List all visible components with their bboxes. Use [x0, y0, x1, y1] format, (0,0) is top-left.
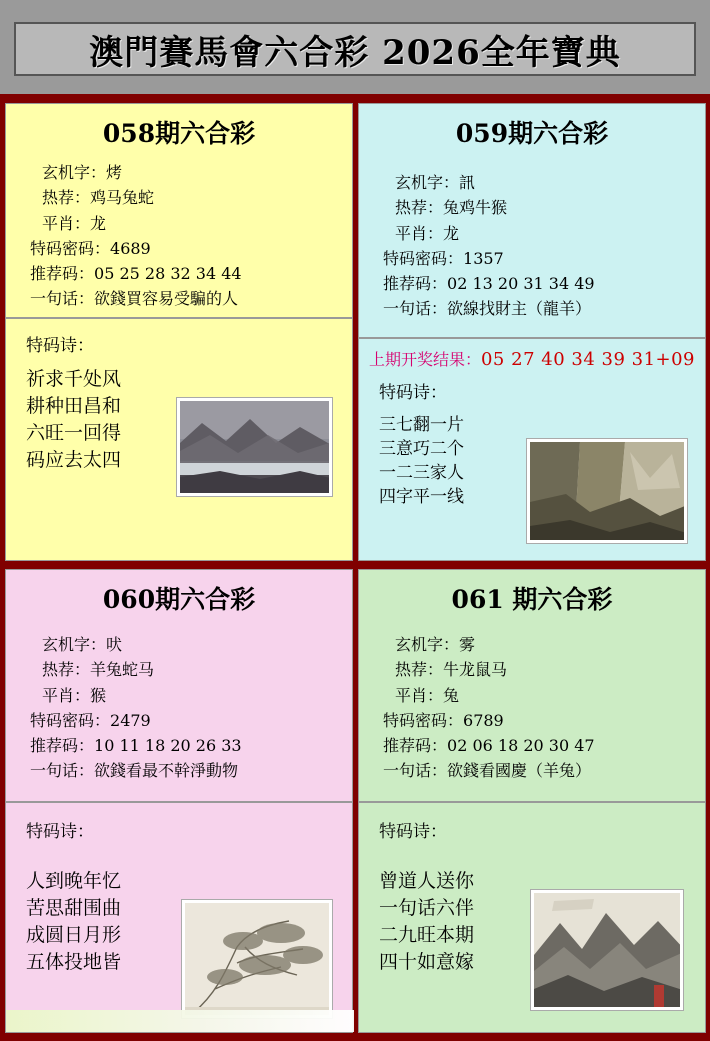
- panel-060-header: [5, 569, 353, 802]
- info-value: 欲錢看國慶（羊兔）: [447, 761, 592, 781]
- info-row: [359, 271, 705, 296]
- poem-line: 五体投地皆: [26, 950, 122, 973]
- panel-058-info: [6, 158, 352, 322]
- info-row: [359, 708, 705, 733]
- panel-058-poem: [5, 318, 353, 561]
- info-label: 推荐码：: [30, 736, 95, 756]
- panel-058-title: 058期六合彩: [102, 119, 256, 148]
- info-value: 雾: [459, 635, 476, 654]
- info-value: 欲錢買容易受騙的人: [94, 289, 239, 309]
- info-label: 玄机字：: [42, 635, 107, 654]
- info-value: 10 11 18 20 26 33: [94, 736, 242, 756]
- info-row: [6, 657, 352, 682]
- panel-059-info: [359, 158, 705, 332]
- info-row: [359, 683, 705, 708]
- poem-line: 四字平一线: [379, 487, 464, 508]
- info-label: 一句话：: [30, 761, 95, 781]
- info-label: 推荐码：: [30, 264, 95, 284]
- info-row: [359, 758, 705, 783]
- info-value: 吠: [106, 635, 123, 654]
- info-row: [359, 632, 705, 657]
- poem-title: 特码诗：: [26, 336, 94, 356]
- poem-line: 码应去太四: [26, 448, 122, 471]
- info-row: [6, 632, 352, 657]
- panel-060-title: 060期六合彩: [102, 585, 256, 614]
- poem-line: 六旺一回得: [26, 421, 122, 444]
- info-label: 平肖：: [42, 685, 91, 705]
- info-row: [359, 221, 705, 246]
- header-banner: [0, 0, 710, 97]
- decorative-corner: [6, 1010, 354, 1032]
- info-row: [6, 683, 352, 708]
- pine-tree-ink-painting: [182, 900, 332, 1018]
- info-value: 1357: [463, 248, 504, 268]
- info-row: [6, 758, 352, 783]
- info-value: 龙: [90, 213, 107, 233]
- poem-line: 人到晚年忆: [26, 870, 122, 892]
- panel-060-info: [6, 624, 352, 794]
- info-row: [359, 170, 705, 195]
- info-value: 05 25 28 32 34 44: [94, 264, 242, 284]
- info-label: 平肖：: [42, 213, 91, 233]
- panel-059-title: 059期六合彩: [455, 119, 609, 148]
- poem-line: 四十如意嫁: [379, 950, 475, 973]
- info-value: 羊兔蛇马: [90, 660, 155, 680]
- panel-059: [358, 103, 706, 563]
- info-value: 猴: [90, 685, 107, 705]
- info-value: 烤: [106, 163, 123, 182]
- info-label: 推荐码：: [383, 274, 448, 294]
- info-value: 訊: [459, 173, 476, 192]
- info-label: 热荐：: [42, 188, 91, 208]
- info-label: 推荐码：: [383, 736, 448, 756]
- panels-grid: [0, 97, 710, 1041]
- info-label: 玄机字：: [42, 163, 107, 182]
- info-label: 特码密码：: [30, 710, 111, 730]
- info-label: 热荐：: [395, 198, 444, 218]
- info-row: [6, 261, 352, 286]
- page-title: 澳門賽馬會六合彩 2026全年寶典: [89, 32, 621, 73]
- info-value: 6789: [463, 710, 504, 730]
- info-value: 龙: [443, 223, 460, 243]
- last-draw-label: 上期开奖结果：: [368, 350, 481, 369]
- panel-058-header: [5, 103, 353, 318]
- poem-title: 特码诗：: [379, 383, 447, 403]
- info-row: [359, 246, 705, 271]
- panel-059-poem: [358, 338, 706, 561]
- info-row: [6, 733, 352, 758]
- info-value: 2479: [110, 710, 151, 730]
- panel-058: [5, 103, 353, 563]
- poem-line: 苦思甜围曲: [26, 896, 122, 919]
- info-label: 热荐：: [395, 660, 444, 680]
- poem-line: 曾道人送你: [379, 870, 475, 892]
- info-row: [6, 708, 352, 733]
- panel-061: [358, 569, 706, 1035]
- info-value: 欲錢看最不幹淨動物: [94, 761, 239, 781]
- poem-line: 成圆日月形: [26, 923, 122, 946]
- info-label: 玄机字：: [395, 635, 460, 654]
- info-value: 欲線找財主（龍羊）: [447, 299, 592, 319]
- panel-061-info: [359, 624, 705, 794]
- poem-line: 祈求千处风: [26, 368, 122, 390]
- info-label: 平肖：: [395, 223, 444, 243]
- info-row: [359, 296, 705, 321]
- poem-line: 一句话六伴: [379, 896, 475, 919]
- info-label: 特码密码：: [30, 238, 111, 258]
- info-value: 鸡马兔蛇: [90, 188, 155, 208]
- mountain-lake-painting: [177, 398, 332, 496]
- panel-061-poem: [358, 802, 706, 1033]
- info-row: [359, 733, 705, 758]
- header-banner-inner: [14, 22, 696, 76]
- info-row: [6, 236, 352, 261]
- info-row: [6, 185, 352, 210]
- info-value: 4689: [110, 238, 151, 258]
- info-row: [359, 195, 705, 220]
- poem-title: 特码诗：: [379, 822, 447, 842]
- info-value: 兔: [443, 685, 460, 705]
- info-label: 一句话：: [30, 289, 95, 309]
- misty-mountain-painting: [531, 890, 683, 1010]
- info-label: 一句话：: [383, 299, 448, 319]
- info-label: 热荐：: [42, 660, 91, 680]
- info-value: 兔鸡牛猴: [443, 198, 508, 218]
- info-value: 02 13 20 31 34 49: [447, 274, 595, 294]
- info-label: 一句话：: [383, 761, 448, 781]
- panel-059-header: [358, 103, 706, 338]
- last-draw-numbers: 05 27 40 34 39 31+09: [480, 349, 696, 370]
- info-row: [6, 211, 352, 236]
- poem-line: 一二三家人: [379, 463, 464, 484]
- info-label: 平肖：: [395, 685, 444, 705]
- info-row: [6, 160, 352, 185]
- info-row: [359, 657, 705, 682]
- panel-060: [5, 569, 353, 1035]
- poem-title: 特码诗：: [26, 822, 94, 842]
- info-label: 玄机字：: [395, 173, 460, 192]
- poem-line: 二九旺本期: [379, 923, 475, 946]
- panel-061-header: [358, 569, 706, 802]
- last-draw-result: [359, 339, 705, 372]
- poem-line: 耕种田昌和: [26, 394, 122, 417]
- info-label: 特码密码：: [383, 248, 464, 268]
- panel-060-poem: [5, 802, 353, 1033]
- info-value: 牛龙鼠马: [443, 660, 508, 680]
- cliff-river-painting: [527, 439, 687, 543]
- poem-line: 三七翻一片: [379, 415, 464, 435]
- panel-061-title: 061 期六合彩: [451, 585, 613, 614]
- info-label: 特码密码：: [383, 710, 464, 730]
- info-value: 02 06 18 20 30 47: [447, 736, 595, 756]
- poem-line: 三意巧二个: [379, 439, 464, 460]
- info-row: [6, 286, 352, 311]
